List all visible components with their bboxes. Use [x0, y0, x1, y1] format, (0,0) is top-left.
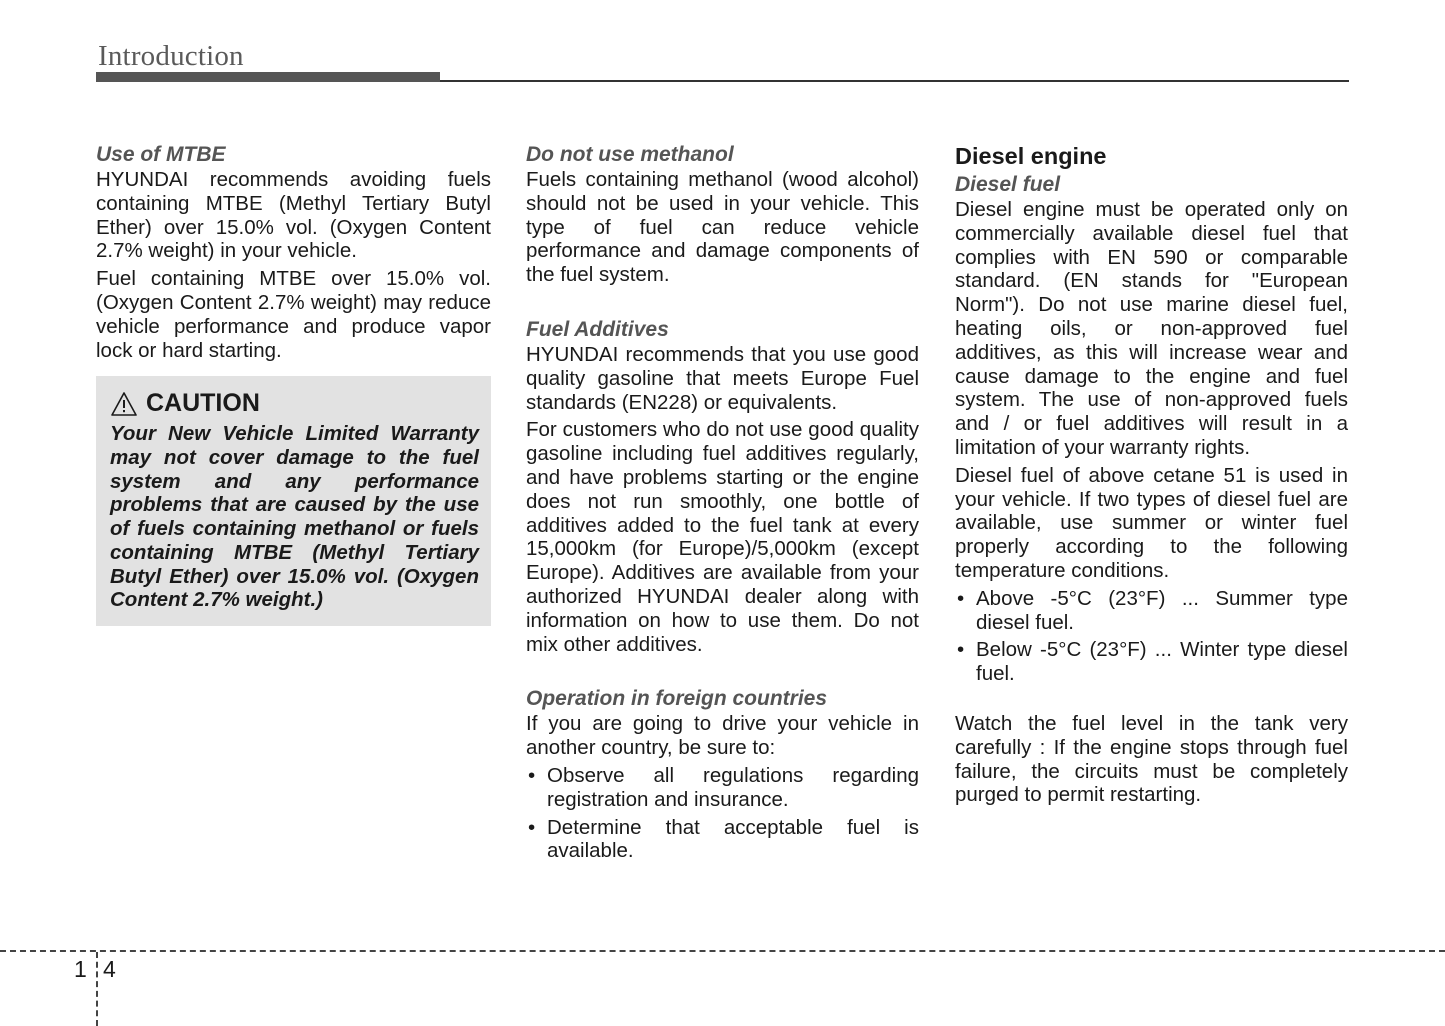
caution-text: Your New Vehicle Limited Warranty may not cover damage to the fuel system and any performance problems that are caused by the use of fuels containing methanol or fuels containing MTBE (Methyl Tertiary Butyl Ether) over 15.0% vol. (Oxygen Content 2.7% weight.) [110, 422, 479, 612]
list-item: • Below -5°C (23°F) ... Winter type diesel fuel. [955, 638, 1348, 686]
section-title-foreign-countries: Operation in foreign countries [526, 687, 828, 711]
page-header-title: Introduction [98, 40, 244, 72]
list-item: • Determine that acceptable fuel is available. [526, 816, 919, 864]
caution-box [96, 376, 491, 626]
header-rule [440, 80, 1349, 82]
header-accent-bar [96, 72, 440, 82]
diesel-paragraph-3: Watch the fuel level in the tank very carefully : If the engine stops through fuel failure, the circuits must be completely purged to permit restarting. [955, 711, 1348, 807]
warning-triangle-icon [110, 391, 138, 417]
mtbe-paragraph-2: Fuel containing MTBE over 15.0% vol. (Oxygen Content 2.7% weight) may reduce vehicle performance and produce vapor lock or hard starting. [96, 267, 491, 362]
diesel-bullet-list [955, 587, 1348, 686]
section-title-fuel-additives: Fuel Additives [526, 317, 669, 341]
chapter-number: 1 [74, 956, 87, 982]
foreign-bullet-list [526, 764, 919, 863]
additives-paragraph-1: HYUNDAI recommends that you use good quality gasoline that meets Europe Fuel standards (EN228) or equivalents. [526, 342, 919, 414]
additives-paragraph-2: For customers who do not use good quality gasoline including fuel additives regularly, and have problems starting or the engine does not run smoothly, one bottle of additives added to the fuel tank at every 15,000km (for Europe)/5,000km (except Europe). Additives are available from your authorized HYUNDAI dealer along with information on how to use them. Do not mix other additives. [526, 418, 919, 656]
section-title-mtbe: Use of MTBE [96, 143, 226, 166]
list-item: • Above -5°C (23°F) ... Summer type diesel fuel. [955, 587, 1348, 635]
caution-title: CAUTION [146, 389, 260, 418]
column-middle [526, 142, 919, 867]
column-right [955, 142, 1348, 811]
methanol-paragraph: Fuels containing methanol (wood alcohol) should not be used in your vehicle. This type of fuel can reduce vehicle performance and damage components of the fuel system. [526, 168, 919, 287]
column-left [96, 142, 491, 626]
subsection-title-diesel-fuel: Diesel fuel [955, 173, 1061, 196]
diesel-paragraph-1: Diesel engine must be operated only on commercially available diesel fuel that complies with EN 590 or comparable standard. (EN stands for "European Norm"). Do not use marine diesel fuel, heating oils, or non-approved fuel additives, as this will increase wear and cause damage to the engine and fuel system. The use of non-approved fuels and / or fuel additives will result in a limitation of your warranty rights. [955, 198, 1348, 459]
list-item: • Observe all regulations regarding registration and insurance. [526, 764, 919, 812]
footer-dashed-rule [0, 950, 1445, 952]
page-number: 4 [103, 956, 116, 982]
foreign-paragraph: If you are going to drive your vehicle in another country, be sure to: [526, 712, 919, 760]
caution-header [110, 388, 479, 420]
section-title-methanol: Do not use methanol [526, 143, 734, 166]
section-title-diesel-engine: Diesel engine [955, 143, 1107, 169]
mtbe-paragraph-1: HYUNDAI recommends avoiding fuels containing MTBE (Methyl Tertiary Butyl Ether) over 15.0% vol. (Oxygen Content 2.7% weight) in your vehicle. [96, 168, 491, 263]
footer-dashed-divider [96, 952, 98, 1026]
diesel-paragraph-2: Diesel fuel of above cetane 51 is used in your vehicle. If two types of diesel fuel are available, use summer or winter fuel properly according to the following temperature conditions. [955, 463, 1348, 582]
